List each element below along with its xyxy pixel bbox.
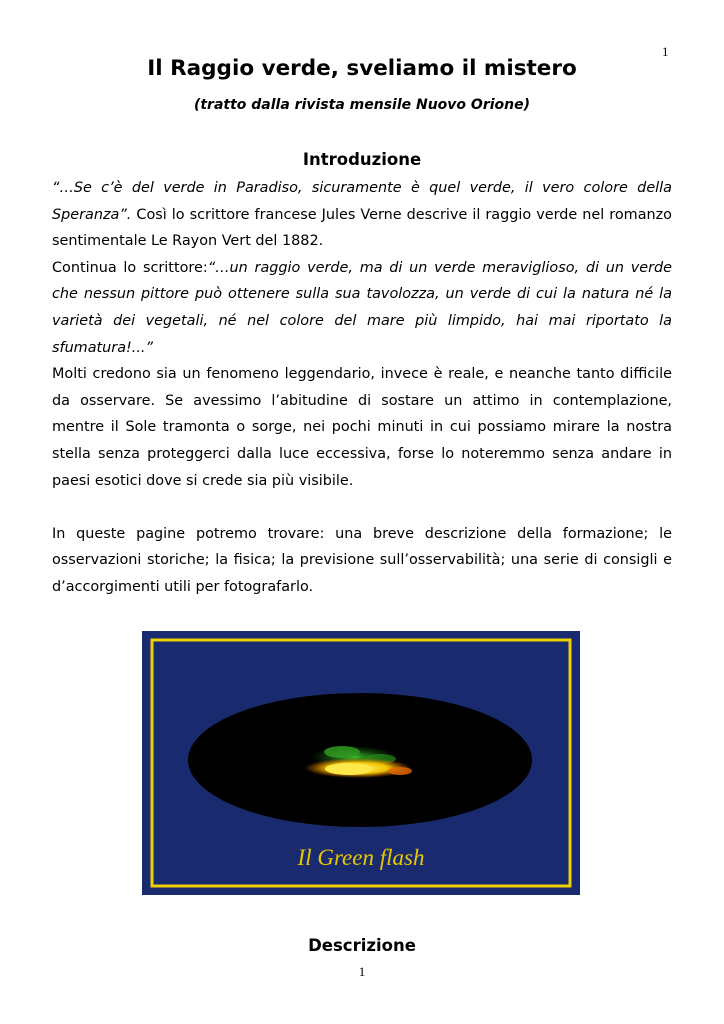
section-heading-descrizione: Descrizione: [308, 936, 416, 955]
quote-raggio-verde: “…un raggio verde, ma di un verde meraviglioso, di un verde che nessun pittore può ottenere sulla sua tavolozza, un verde di cui la natura né la varietà dei vegetali, né nel colore del mare più limpido, hai mai riportato la sfumatura!...”: [52, 259, 673, 356]
green-flash-figure: [142, 631, 580, 895]
green-rim-top: [324, 746, 360, 758]
continua-lead: Continua lo scrittore:: [52, 259, 208, 276]
paragraph-fenomeno: Molti credono sia un fenomeno leggendario, invece è reale, e neanche tanto difficile da osservare. Se avessimo l’abitudine di sostare un attimo in contemplazione, mentre il Sole tramonta o sorge, nei pochi minuti in cui possiamo mirare la nostra stella senza proteggerci dalla luce eccessiva, forse lo noteremmo senza andare in paesi esotici dove si crede sia più visibile.: [52, 366, 672, 489]
paragraph-contenuti: In queste pagine potremo trovare: una breve descrizione della formazione; le osservazioni storiche; la fisica; la previsione sull’osservabilità; una serie di consigli e d’accorgimenti utili per fotografarlo.: [52, 525, 672, 595]
figure-caption: Il Green flash: [297, 845, 425, 870]
paragraph-continua: [52, 255, 672, 361]
page-number-top: 1: [662, 44, 669, 59]
sun-disk-orange-edge: [388, 767, 412, 775]
paragraph-verne-quote: [52, 175, 672, 255]
quote-paradiso: “…Se c’è del verde in Paradiso, sicuramente è quel verde, il vero colore della Speranza”.: [52, 180, 672, 223]
page-number-bottom: 1: [358, 964, 366, 979]
paragraph-verne-text: Così lo scrittore francese Jules Verne descrive il raggio verde nel romanzo sentimentale Le Rayon Vert del 1882.: [52, 206, 672, 250]
introduction-body: [52, 175, 672, 601]
document-title: Il Raggio verde, sveliamo il mistero: [147, 56, 577, 81]
document-subtitle: (tratto dalla rivista mensile Nuovo Orione): [193, 97, 531, 113]
section-heading-introduzione: Introduzione: [302, 150, 422, 169]
sun-disk-core: [325, 763, 373, 775]
green-flash-image: [142, 631, 580, 895]
paragraph-spacer: [52, 494, 672, 521]
